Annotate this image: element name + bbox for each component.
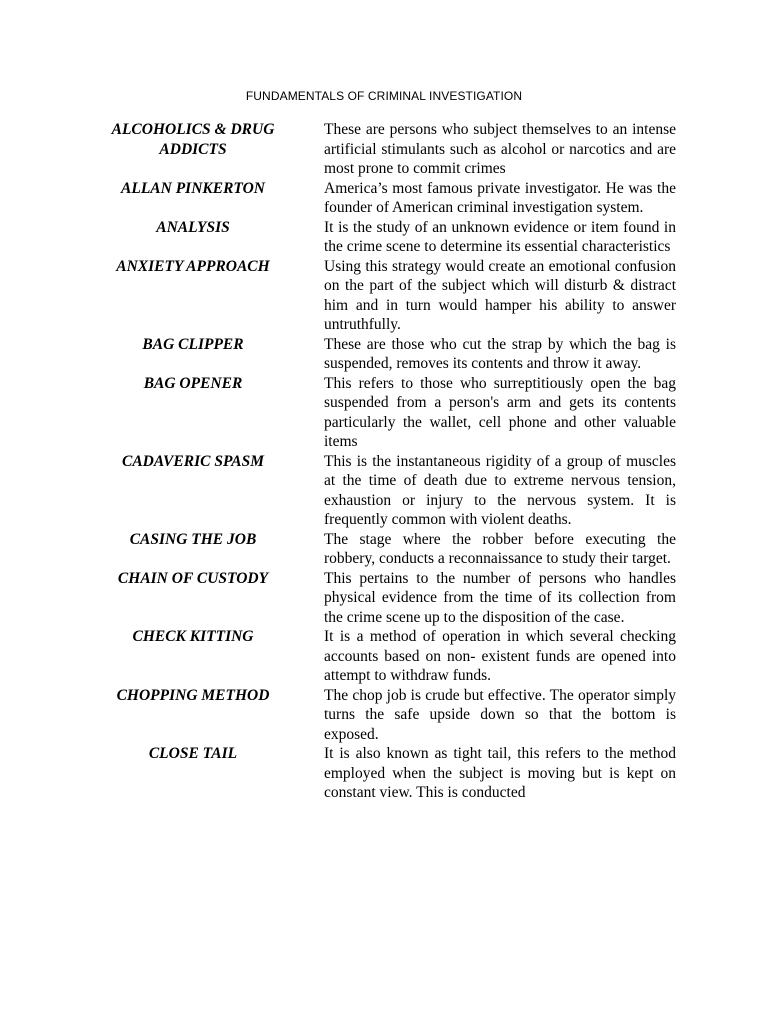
entry-definition: These are persons who subject themselves to an intense artificial stimulants such as alcohol or narcotics and are most prone to commit crimes <box>324 121 676 177</box>
entry-definition: It is a method of operation in which several checking accounts based on non- existent funds are opened into attempt to withdraw funds. <box>324 628 676 684</box>
entry-term: CASING THE JOB <box>129 530 257 548</box>
glossary-entry <box>98 686 676 745</box>
glossary-entry <box>98 530 676 569</box>
entry-definition: This refers to those who surreptitiously open the bag suspended from a person's arm and gets its contents particularly the wallet, cell phone and other valuable items <box>324 374 676 450</box>
entry-definition: It is the study of an unknown evidence or item found in the crime scene to determine its essential characteristics <box>324 218 676 255</box>
entry-term: CHAIN OF CUSTODY <box>117 569 269 587</box>
entry-definition: This is the instantaneous rigidity of a group of muscles at the time of death due to extreme nervous tension, exhaustion or injury to the nervous system. It is frequently common with violent deaths. <box>324 452 676 528</box>
entry-term: CADAVERIC SPASM <box>122 452 264 470</box>
entry-term: ANXIETY APPROACH <box>116 257 270 275</box>
glossary-entry <box>98 257 676 335</box>
glossary-entry <box>98 218 676 257</box>
entry-definition: These are those who cut the strap by which the bag is suspended, removes its contents and throw it away. <box>324 335 676 372</box>
entry-term: ALLAN PINKERTON <box>121 179 265 197</box>
entry-definition: Using this strategy would create an emotional confusion on the part of the subject which will disturb & distract him and in turn would hamper his ability to answer untruthfully. <box>324 257 676 333</box>
page-title: FUNDAMENTALS OF CRIMINAL INVESTIGATION <box>245 89 523 103</box>
glossary-entry <box>98 120 676 179</box>
glossary <box>98 120 676 803</box>
glossary-entry <box>98 744 676 803</box>
entry-term: CHOPPING METHOD <box>116 686 270 704</box>
glossary-entry <box>98 627 676 686</box>
entry-term: ANALYSIS <box>156 218 230 236</box>
entry-definition: It is also known as tight tail, this refers to the method employed when the subject is moving but is kept on constant view. This is conducted <box>324 745 676 801</box>
glossary-entry <box>98 569 676 628</box>
glossary-entry <box>98 452 676 530</box>
entry-definition: The stage where the robber before executing the robbery, conducts a reconnaissance to study their target. <box>324 530 676 567</box>
entry-term: CHECK KITTING <box>132 628 254 645</box>
entry-term: BAG OPENER <box>143 374 243 392</box>
entry-term: CLOSE TAIL <box>148 745 238 762</box>
entry-definition: This pertains to the number of persons who handles physical evidence from the time of its collection from the crime scene up to the disposition of the case. <box>324 569 676 626</box>
entry-definition: The chop job is crude but effective. The operator simply turns the safe upside down so that the bottom is exposed. <box>324 686 676 743</box>
glossary-entry <box>98 179 676 218</box>
entry-term: ALCOHOLICS & DRUG ADDICTS <box>111 121 275 158</box>
entry-definition: America’s most famous private investigator. He was the founder of American criminal investigation system. <box>324 179 676 216</box>
glossary-entry <box>98 335 676 374</box>
glossary-entry <box>98 374 676 452</box>
entry-term: BAG CLIPPER <box>142 335 244 353</box>
